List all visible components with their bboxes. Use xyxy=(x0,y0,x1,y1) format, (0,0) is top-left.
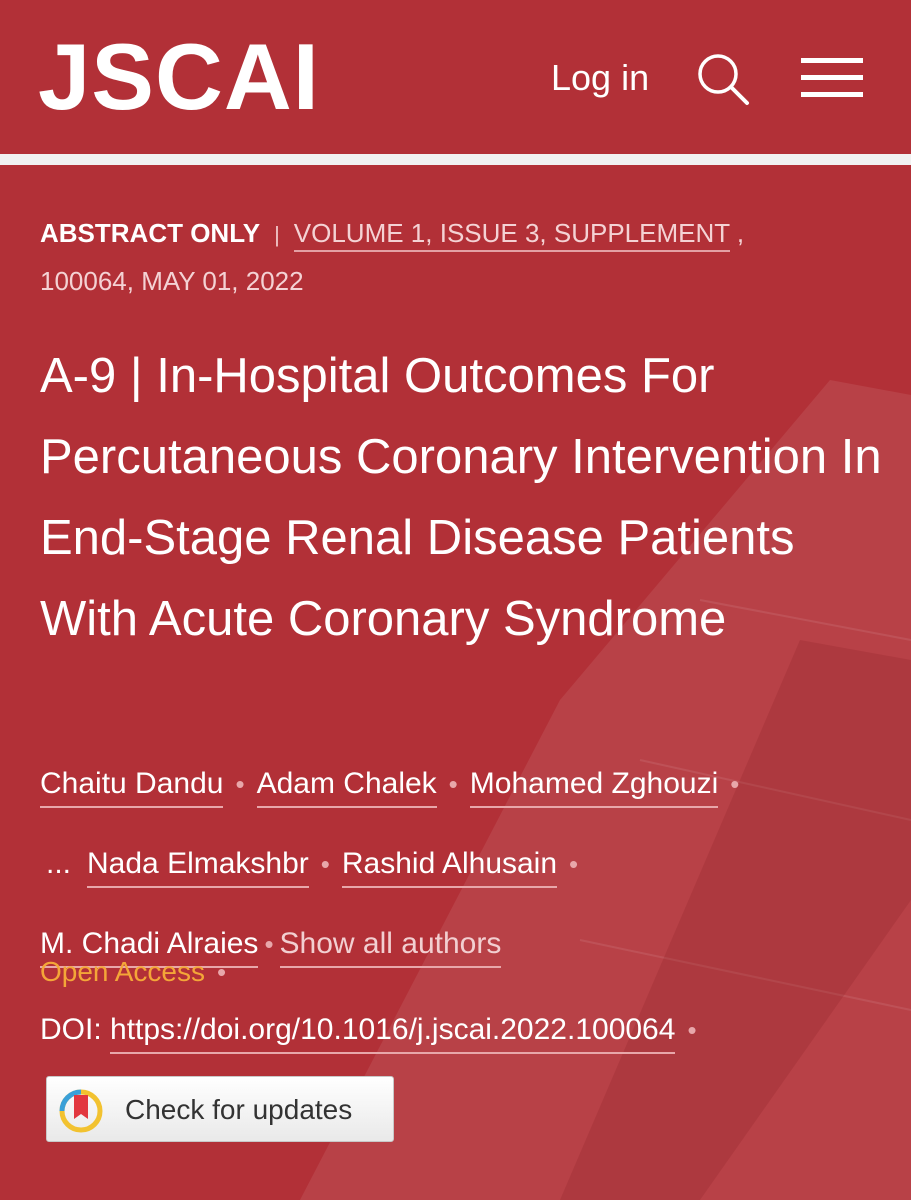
doi-row xyxy=(40,1008,709,1052)
author-link[interactable]: Nada Elmakshbr xyxy=(87,847,309,888)
citation-date: 100064, MAY 01, 2022 xyxy=(40,266,304,296)
bullet: • xyxy=(687,1015,697,1045)
open-access-label[interactable]: Open Access xyxy=(40,956,205,987)
check-for-updates-button[interactable] xyxy=(46,1076,394,1142)
crossmark-icon xyxy=(59,1089,103,1133)
hamburger-menu-icon[interactable] xyxy=(801,58,863,98)
check-for-updates-label: Check for updates xyxy=(125,1094,353,1125)
author-link[interactable]: Chaitu Dandu xyxy=(40,767,223,808)
citation-comma: , xyxy=(736,218,745,248)
bullet: • xyxy=(448,769,458,799)
bullet: • xyxy=(730,769,740,799)
doi-label: DOI: xyxy=(40,1013,102,1046)
author-link[interactable]: Rashid Alhusain xyxy=(342,847,557,888)
author-link[interactable]: Mohamed Zghouzi xyxy=(470,767,718,808)
author-list xyxy=(40,744,890,984)
site-header xyxy=(0,0,911,154)
citation-info xyxy=(40,210,880,304)
header-divider xyxy=(0,154,911,165)
show-all-authors-link[interactable]: Show all authors xyxy=(280,927,502,968)
bullet: • xyxy=(264,929,274,959)
journal-logo[interactable]: JSCAI xyxy=(38,24,320,129)
doi-link[interactable]: https://doi.org/10.1016/j.jscai.2022.100064 xyxy=(110,1013,675,1054)
article-title: A-9 | In-Hospital Outcomes For Percutaneous Coronary Intervention In End-Stage Renal Disease Patients With Acute Coronary Syndrome xyxy=(40,349,882,646)
login-link[interactable]: Log in xyxy=(551,57,650,98)
search-icon[interactable] xyxy=(696,52,750,106)
bullet: • xyxy=(320,849,330,879)
bullet: • xyxy=(216,957,227,987)
meta-separator: | xyxy=(274,222,280,247)
bullet: • xyxy=(569,849,579,879)
author-link[interactable]: M. Chadi Alraies xyxy=(40,927,258,968)
article-type: ABSTRACT ONLY xyxy=(40,218,261,248)
author-link[interactable]: Adam Chalek xyxy=(257,767,437,808)
authors-ellipsis: ... xyxy=(46,847,72,880)
open-access-badge xyxy=(40,952,238,992)
volume-issue-link[interactable]: VOLUME 1, ISSUE 3, SUPPLEMENT xyxy=(294,218,730,252)
bullet: • xyxy=(235,769,245,799)
